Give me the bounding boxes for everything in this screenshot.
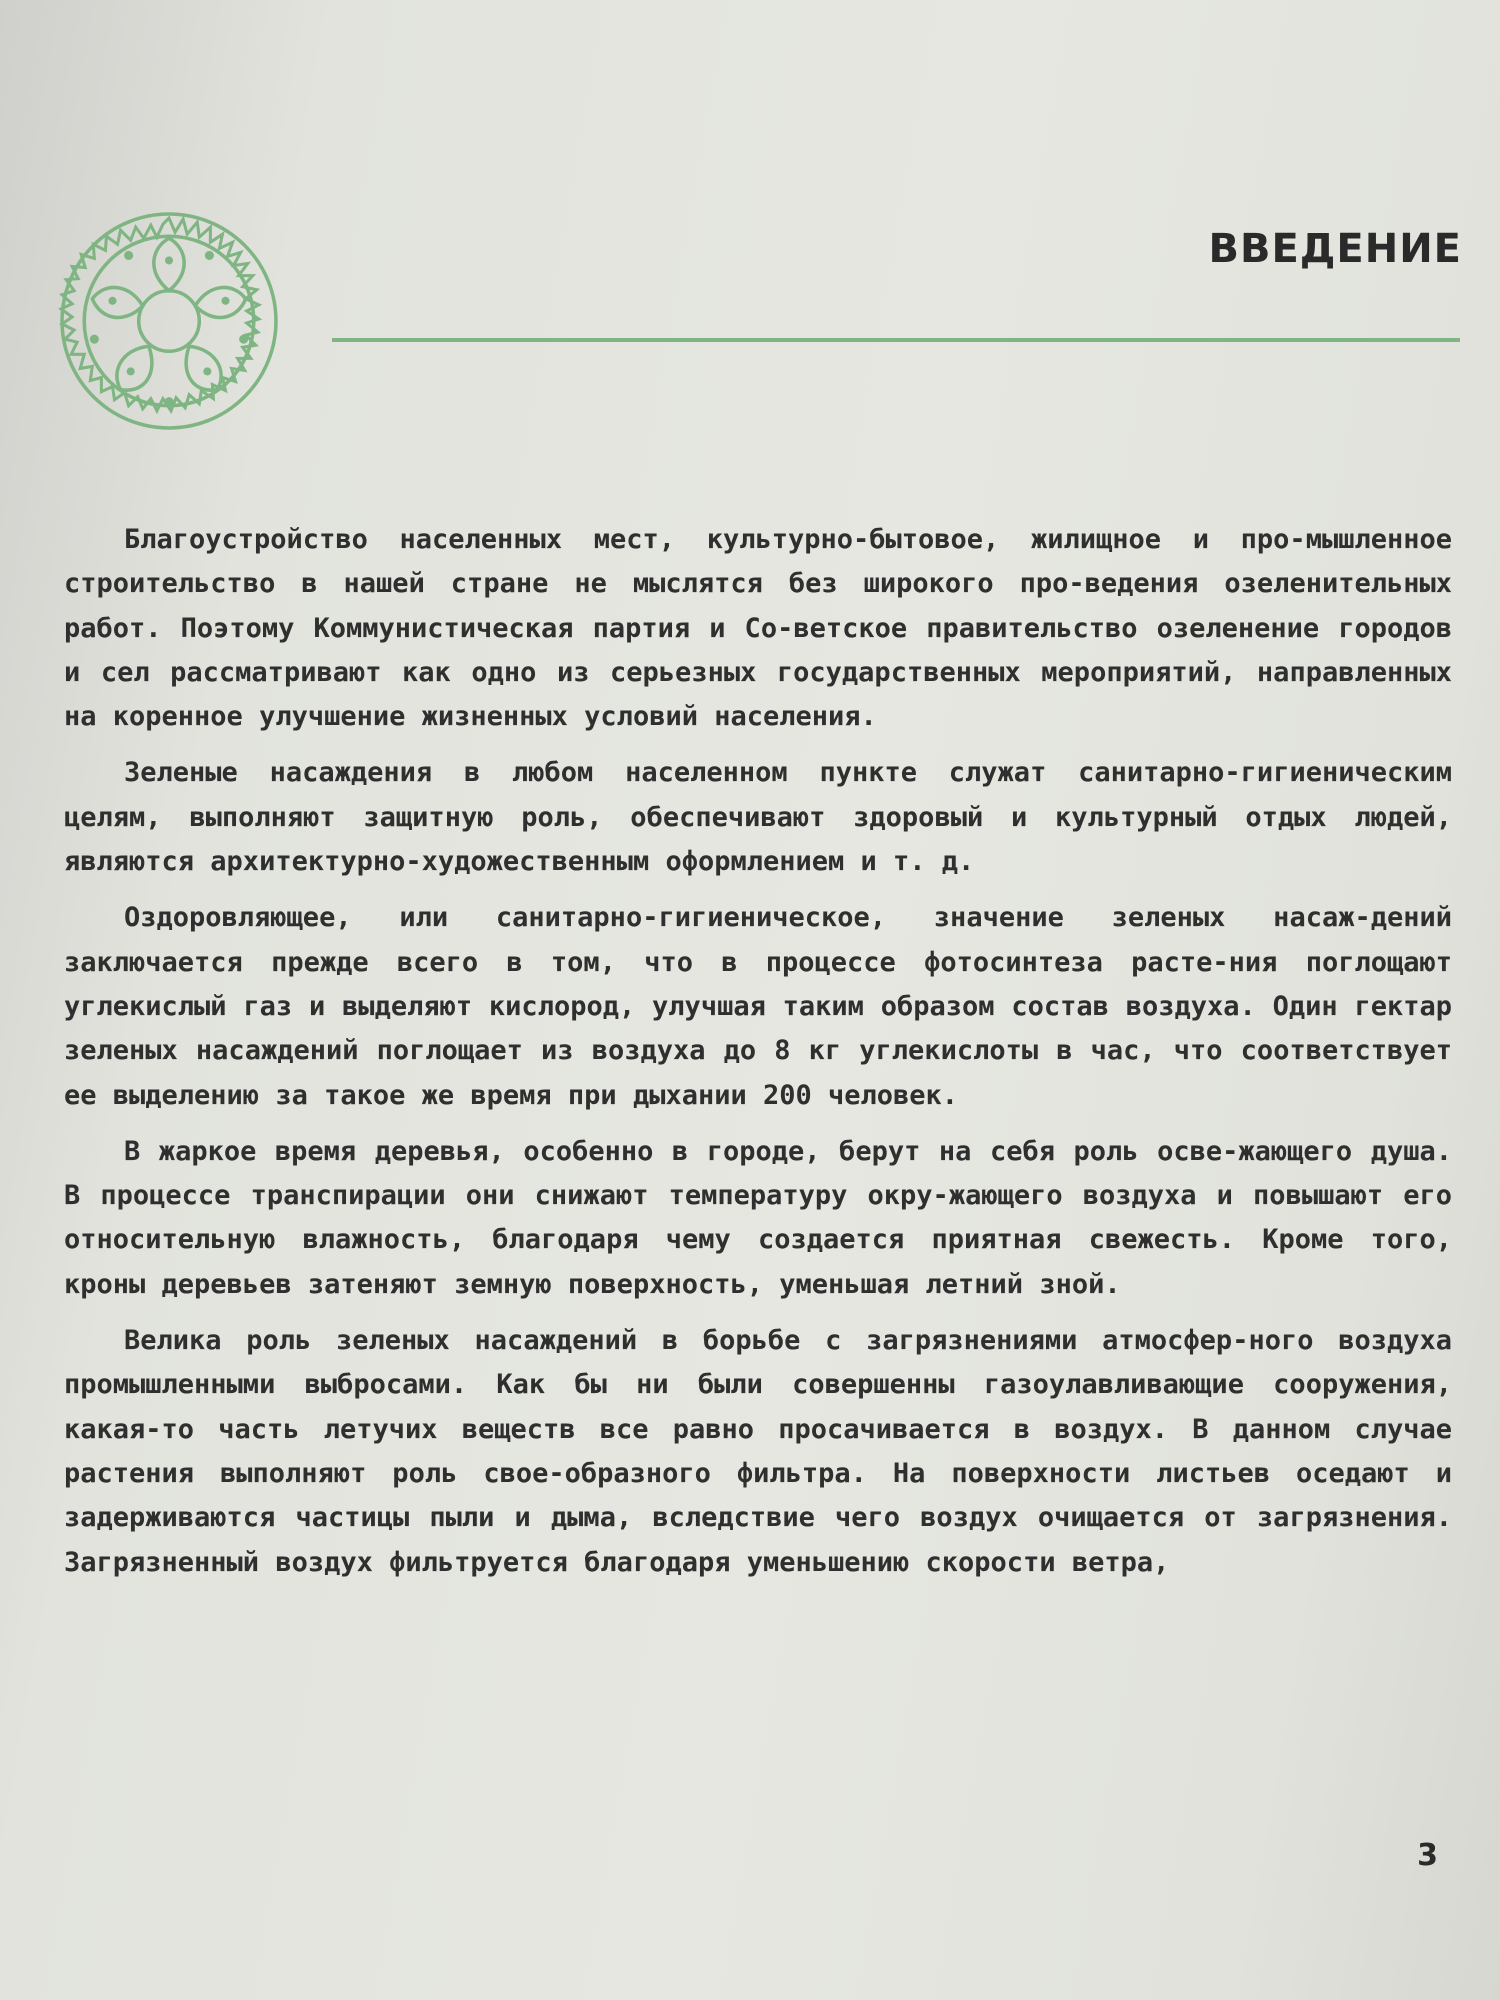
paragraph-2: Зеленые насаждения в любом населенном пункте служат санитарно-гигиеническим целям, выполняют защитную роль, обеспечивают здоровый и культурный отдых людей, являются архитектурно-художественным оформлением и т. д.	[64, 757, 1452, 878]
paragraph-5: Велика роль зеленых насаждений в борьбе с загрязнениями атмосфер-ного воздуха промышленными выбросами. Как бы ни были совершенны газоулавливающие сооружения, какая-то часть летучих веществ все равно просачивается в воздух. В данном случае растения выполняют роль свое-образного фильтра. На поверхности листьев оседают и задерживаются частицы пыли и дыма, вследствие чего воздух очищается от загрязнения. Загрязненный воздух фильтруется благодаря уменьшению скорости ветра,	[64, 1325, 1452, 1578]
page-number: 3	[1417, 1838, 1438, 1873]
paragraph-1: Благоустройство населенных мест, культурно-бытовое, жилищное и про-мышленное строительство в нашей стране не мыслятся без широкого про-ведения озеленительных работ. Поэтому Коммунистическая партия и Со-ветское правительство озеленение городов и сел рассматривают как одно из серьезных государственных мероприятий, направленных на коренное улучшение жизненных условий населения.	[64, 524, 1452, 733]
title-underline	[332, 338, 1460, 342]
body-text	[64, 518, 1452, 1597]
paragraph-3: Оздоровляющее, или санитарно-гигиеническое, значение зеленых насаж-дений заключается прежде всего в том, что в процессе фотосинтеза расте-ния поглощают углекислый газ и выделяют кислород, улучшая таким образом состав воздуха. Один гектар зеленых насаждений поглощает из воздуха до 8 кг углекислоты в час, что соответствует ее выделению за такое же время при дыхании 200 человек.	[64, 902, 1452, 1111]
chapter-title: ВВЕДЕНИЕ	[1208, 226, 1462, 272]
paragraph-4: В жаркое время деревья, особенно в городе, берут на себя роль осве-жающего душа. В процессе транспирации они снижают температуру окру-жающего воздуха и повышают его относительную влажность, благодаря чему создается приятная свежесть. Кроме того, кроны деревьев затеняют земную поверхность, уменьшая летний зной.	[64, 1135, 1452, 1300]
floral-rosette-icon	[58, 210, 280, 432]
